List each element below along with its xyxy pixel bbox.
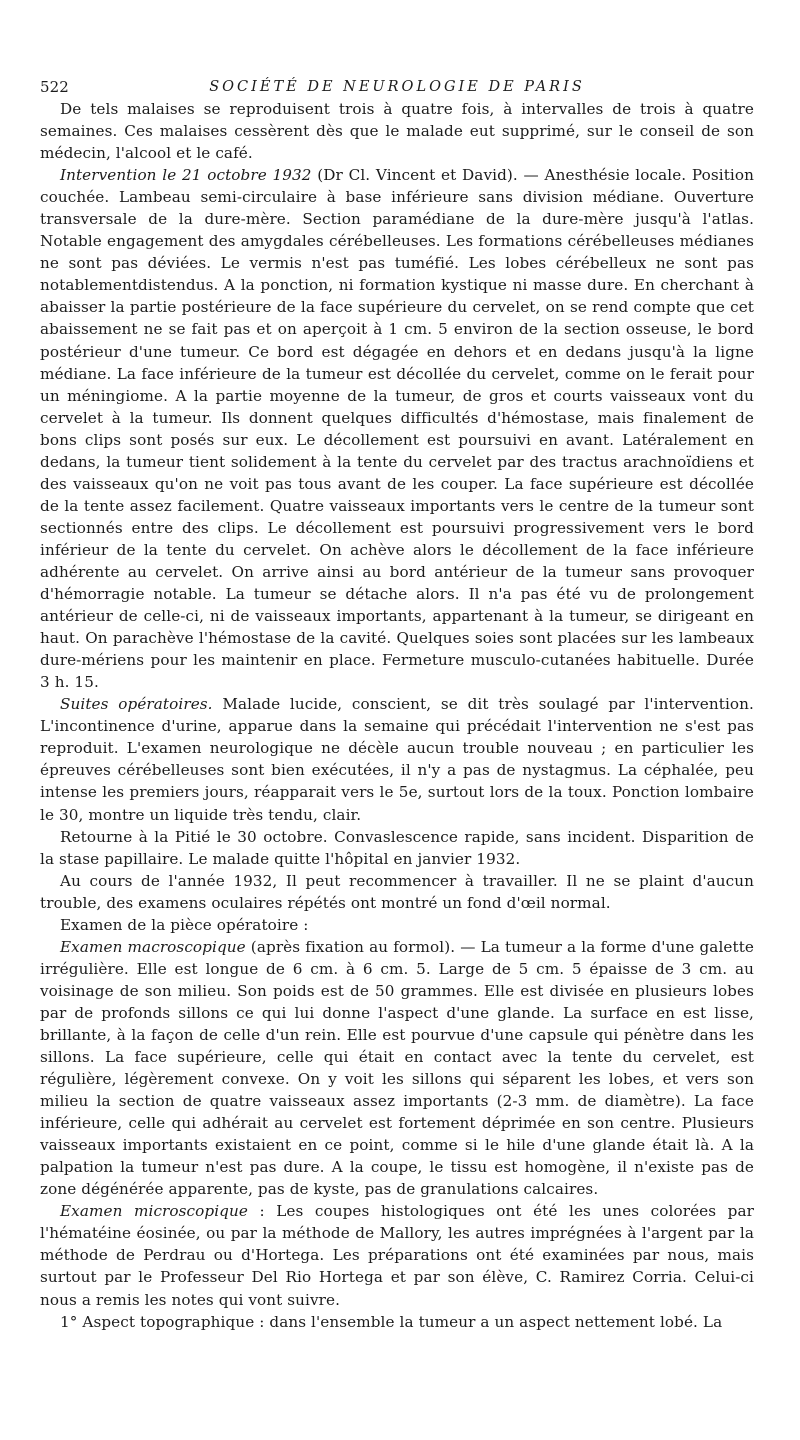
paragraph-text: 1° Aspect topographique : dans l'ensemble la tumeur a un aspect nettement lobé. La bbox=[60, 1312, 723, 1331]
paragraph-text: Examen de la pièce opératoire : bbox=[60, 915, 309, 934]
body-text bbox=[40, 98, 754, 1333]
paragraph-aspect-topographique bbox=[40, 1311, 754, 1333]
journal-title: SOCIÉTÉ DE NEUROLOGIE DE PARIS bbox=[209, 79, 585, 95]
paragraph-text: (Dr Cl. Vincent et David). — Anesthésie locale. Position couchée. Lambeau semi-circulaire à base inférieure sans division médiane. Ouverture transversale de la dure-mère. Section paramédiane de la dure-mère jusqu'à l'atlas. Notable engagement des amygdales cérébelleuses. Les formations cérébelleuses médianes ne sont pas déviées. Le vermis n'est pas tuméfié. Les lobes cérébelleux ne sont pas notablementdistendus. A la ponction, ni formation kystique ni masse dure. En cherchant à abaisser la partie postérieure de la face supérieure du cervelet, on se rend compte que cet abaissement ne se fait pas et on aperçoit à 1 cm. 5 environ de la section osseuse, le bord postérieur d'une tumeur. Ce bord est dégagée en dehors et en dedans jusqu'à la ligne médiane. La face inférieure de la tumeur est décollée du cervelet, comme on le ferait pour un méningiome. A la partie moyenne de la tumeur, de gros et courts vaisseaux vont du cervelet à la tumeur. Ils donnent quelques difficultés d'hémostase, mais finalement de bons clips sont posés sur eux. Le décollement est poursuivi en avant. Latéralement en dedans, la tumeur tient solidement à la tente du cervelet par des tractus arachnoïdiens et des vaisseaux qu'on ne voit pas tous avant de les couper. La face supérieure est décollée de la tente assez facilement. Quatre vaisseaux importants vers le centre de la tumeur sont sectionnés entre des clips. Le décollement est poursuivi progressivement vers le bord inférieur de la tente du cervelet. On achève alors le décollement de la face inférieure adhérente au cervelet. On arrive ainsi au bord antérieur de la tumeur sans provoquer d'hémorragie notable. La tumeur se détache alors. Il n'a pas été vu de prolongement antérieur de celle-ci, ni de vaisseaux importants, appartenant à la tumeur, se dirigeant en haut. On parachève l'hémostase de la cavité. Quelques soies sont placées sur les lambeaux dure-mériens pour les maintenir en place. Fermeture musculo-cutanées habituelle. Durée 3 h. 15. bbox=[40, 166, 754, 692]
section-lead: Suites opératoires. bbox=[60, 695, 213, 714]
section-lead: Intervention le 21 octobre 1932 bbox=[60, 166, 312, 185]
running-head bbox=[40, 76, 754, 98]
paragraph-text: De tels malaises se reproduisent trois à quatre fois, à intervalles de trois à quatre semaines. Ces malaises cessèrent dès que le malade eut supprimé, sur le conseil de son médecin, l'alcool et le café. bbox=[40, 100, 754, 163]
paragraph-examen-microscopique bbox=[40, 1200, 754, 1310]
paragraph-examen-macroscopique bbox=[40, 936, 754, 1201]
paragraph-text: Malade lucide, conscient, se dit très soulagé par l'intervention. L'incontinence d'urine, apparue dans la semaine qui précédait l'intervention ne s'est pas reproduit. L'examen neurologique ne décèle aucun trouble nouveau ; en particulier les épreuves cérébelleuses sont bien exécutées, il n'y a pas de nystagmus. La céphalée, peu intense les premiers jours, réapparait vers le 5e, surtout lors de la toux. Ponction lombaire le 30, montre un liquide très tendu, clair. bbox=[40, 695, 754, 824]
paragraph-text: Retourne à la Pitié le 30 octobre. Convaslescence rapide, sans incident. Disparition de la stase papillaire. Le malade quitte l'hôpital en janvier 1932. bbox=[40, 827, 754, 868]
paragraph-malaises bbox=[40, 98, 754, 164]
paragraph-text: Au cours de l'année 1932, Il peut recommencer à travailler. Il ne se plaint d'aucun trouble, des examens oculaires répétés ont montré un fond d'œil normal. bbox=[40, 871, 754, 912]
paragraph-text: : Les coupes histologiques ont été les unes colorées par l'hématéine éosinée, ou par la méthode de Mallory, les autres imprégnées à l'argent par la méthode de Perdrau ou d'Hortega. Les préparations ont été examinées par nous, mais surtout par le Professeur Del Rio Hortega et par son élève, C. Ramirez Corria. Celui-ci nous a remis les notes qui vont suivre. bbox=[40, 1202, 754, 1309]
paragraph-intervention bbox=[40, 164, 754, 693]
paragraph-text: (après fixation au formol). — La tumeur a la forme d'une galette irrégulière. Elle est longue de 6 cm. à 6 cm. 5. Large de 5 cm. 5 épaisse de 3 cm. au voisinage de son milieu. Son poids est de 50 grammes. Elle est divisée en plusieurs lobes par de profonds sillons ce qui lui donne l'aspect d'une glande. La surface en est lisse, brillante, à la façon de celle d'un rein. Elle est pourvue d'une capsule qui pénètre dans les sillons. La face supérieure, celle qui était en contact avec la tente du cervelet, est régulière, légèrement convexe. On y voit les sillons qui séparent les lobes, et vers son milieu la section de quatre vaisseaux assez importants (2-3 mm. de diamètre). La face inférieure, celle qui adhérait au cervelet est fortement déprimée en son centre. Plusieurs vaisseaux importants existaient en ce point, comme si le hile d'une glande était là. A la palpation la tumeur n'est pas dure. A la coupe, le tissu est homogène, il n'existe pas de zone dégénérée apparente, pas de kyste, pas de granulations calcaires. bbox=[40, 937, 754, 1199]
paragraph-suites-operatoires bbox=[40, 693, 754, 825]
paragraph-annee-1932 bbox=[40, 870, 754, 914]
section-lead: Examen macroscopique bbox=[60, 937, 246, 956]
paragraph-examen-piece bbox=[40, 914, 754, 936]
page-number: 522 bbox=[40, 78, 69, 96]
section-lead: Examen microscopique bbox=[60, 1202, 248, 1221]
paragraph-retour-pitie bbox=[40, 826, 754, 870]
